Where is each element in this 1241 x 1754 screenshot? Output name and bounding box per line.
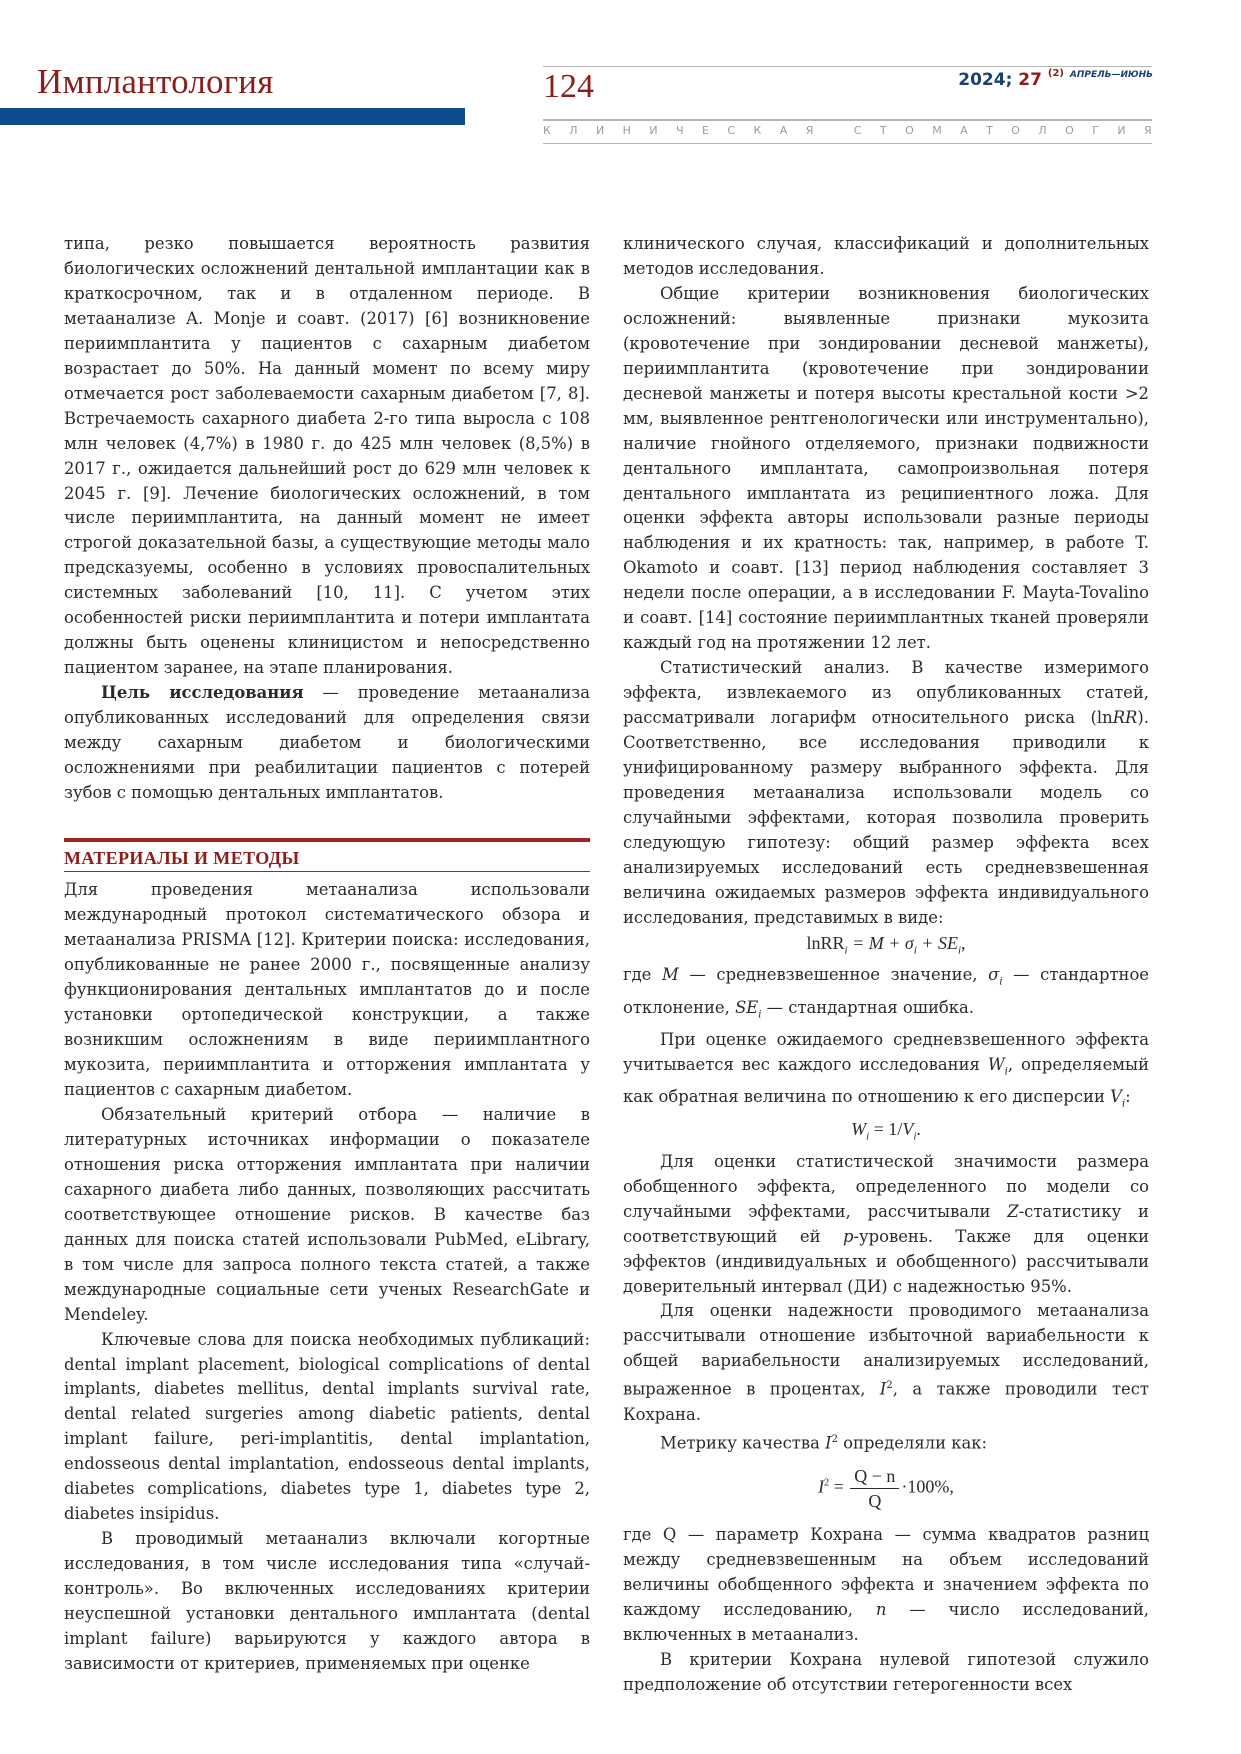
text-run: При оценке ожидаемого средневзвешенного эффекта учитывается вес каждого исследования <box>623 1029 1149 1074</box>
paragraph <box>623 1523 1149 1648</box>
section-heading: МАТЕРИАЛЫ И МЕТОДЫ <box>64 847 300 868</box>
math-sub: i <box>957 944 962 957</box>
journal-letter: Ч <box>676 124 684 137</box>
paragraph: Для проведения метаанализа использовали международный протокол систематического обзора и метаанализа PRISMA [12]. Критерии поиска: исследования, опубликованные не ранее 2000 г., посвященные анализу функционирования дентальных имплантатов до и после установки ортопедической конструкции, а также возникшим осложнениям в виде периимплантного мукозита, периимплантита и отторжения имплантата у пациентов с сахарным диабетом. <box>64 880 590 1100</box>
journal-letter: И <box>1117 124 1126 137</box>
journal-letter: О <box>905 124 914 137</box>
text-run: где <box>623 965 662 985</box>
fraction <box>850 1464 899 1513</box>
journal-letter: Л <box>1038 124 1047 137</box>
journal-letter: С <box>727 124 736 137</box>
math-var: I <box>818 1476 825 1497</box>
math-var: RR <box>1112 708 1138 728</box>
text-run: -статистику и соответствующий ей <box>623 1201 1149 1246</box>
text-run: Для оценки надежности проводимого метаанализа рассчитывали отношение избыточной вариабельности к общей вариабельности анализируемых исследований, выраженное в процентах, <box>623 1301 1149 1399</box>
paragraph: Метрику качества $I^2$ определяли как: <box>660 1433 988 1453</box>
left-column <box>64 232 590 1677</box>
issue-info <box>958 70 1153 90</box>
text-run: — стандартная ошибка. <box>761 997 975 1017</box>
math-var: M <box>662 965 679 985</box>
journal-letter: Т <box>986 124 993 137</box>
paragraph: В критерии Кохрана нулевой гипотезой служило предположение об отсутствии гетерогенности всех <box>623 1649 1149 1694</box>
journal-letter: Е <box>702 124 709 137</box>
journal-letter: И <box>649 124 658 137</box>
section-rule-bottom <box>64 871 590 873</box>
journal-letter: А <box>779 124 788 137</box>
section-header-materials-methods <box>64 838 590 873</box>
math-term: , <box>961 932 966 953</box>
paragraph <box>623 1150 1149 1300</box>
text-run: Для оценки статистической значимости размера обобщенного эффекта, определенного по модели со случайными эффектами, рассчитывали <box>623 1151 1149 1221</box>
math-var: I <box>879 1379 887 1399</box>
formula-lnrr <box>623 931 1149 964</box>
text-run: — число исследований, включенных в метаанализ. <box>623 1600 1149 1644</box>
text-run: Метрику качества <box>660 1433 826 1453</box>
header-rule-mid <box>543 119 1152 121</box>
text-run: , а также проводили тест Кохрана. <box>623 1379 1149 1424</box>
issue-number: (2) <box>1047 68 1064 79</box>
math-term: = M + σ <box>847 932 914 953</box>
fraction-denominator: Q <box>868 1491 882 1512</box>
journal-letter: Л <box>569 124 578 137</box>
formula-weight: $W_i = 1/V_i$. <box>851 1119 921 1143</box>
journal-space <box>832 124 836 137</box>
journal-letter: Г <box>1092 124 1099 137</box>
math-var: σ <box>988 965 1000 985</box>
text-run: , определяемый как обратная величина по отношению к его дисперсии <box>623 1054 1149 1106</box>
math-var: Z <box>1007 1201 1019 1221</box>
math-term: . <box>916 1119 921 1140</box>
journal-letter: М <box>932 124 942 137</box>
math-sub: i <box>913 944 917 957</box>
journal-letter: Н <box>622 124 631 137</box>
text-run: определяли как: <box>837 1433 988 1453</box>
math-var: n <box>875 1600 887 1619</box>
journal-name <box>543 124 1152 137</box>
journal-letter: О <box>1011 124 1020 137</box>
section-color-bar <box>0 108 465 125</box>
math-sup: 2 <box>824 1477 830 1489</box>
issue-months: АПРЕЛЬ—ИЮНЬ <box>1069 70 1153 80</box>
paragraph: Общие критерии возникновения биологических осложнений: выявленные признаки мукозита (кровотечение при зондировании десневой манжеты), периимплантита (кровотечение при зондировании десневой манжеты и потеря высоты крестальной кости >2 мм, выявленное рентгенологически или инструментально), наличие гнойного отделяемого, признаки подвижности дентального имплантата, самопроизвольная потеря дентального имплантата из реципиентного ложа. Для оценки эффекта авторы использовали разные периоды наблюдения и их кратность: так, например, в работе T. Okamoto и соавт. [13] период наблюдения составляет 3 недели после операции, а в исследовании F. Mayta-Tovalino и соавт. [14] состояние периимплантных тканей проверяли каждый год на протяжении 12 лет. <box>623 283 1149 653</box>
aim-label: Цель исследования <box>101 683 304 703</box>
statistics-paragraph <box>623 656 1149 930</box>
journal-letter: Я <box>805 124 814 137</box>
journal-letter: И <box>595 124 605 137</box>
aim-paragraph <box>64 681 590 806</box>
issue-year: 2024; <box>958 70 1013 90</box>
keywords-paragraph: Ключевые слова для поиска необходимых публикаций: dental implant placement, biological complications of dental implants, diabetes mellitus, dental implants survival rate, dental related surgeries among diabetic patients, dental implant failure, peri-implantitis, dental implantation, endosseous dental implantation, endosseous dental implants, diabetes complications, diabetes type 1, diabetes type 2, diabetes insipidus. <box>64 1329 590 1524</box>
math-var: W <box>987 1054 1005 1074</box>
math-term: ·100%, <box>901 1476 954 1497</box>
text-run: — стандартное отклонение, <box>623 965 1150 1017</box>
paragraph: клинического случая, классификаций и дополнительных методов исследования. <box>623 234 1149 278</box>
journal-letter: К <box>753 124 762 137</box>
math-term: = <box>829 1476 844 1497</box>
text-run: -уровень. Также для оценки эффектов (индивидуальных и обобщенного) рассчитывали доверительный интервал (ДИ) с надежностью 95%. <box>623 1226 1150 1296</box>
math-var: V <box>1110 1086 1122 1106</box>
right-column <box>623 232 1149 1698</box>
fraction-numerator: Q − n <box>850 1464 899 1489</box>
journal-letter: К <box>543 124 551 137</box>
text-run: где Q — параметр Кохрана — сумма квадратов разниц между средневзвешенным на объем исследований величины обобщенного эффекта и значением эффекта по каждому исследованию, <box>623 1525 1149 1619</box>
aim-text: — проведение метаанализа опубликованных исследований для определения связи между сахарным диабетом и биологическими осложнениями при реабилитации пациентов с потерей зубов с помощью дентальных имплантатов. <box>64 683 590 802</box>
text-run: ). Соответственно, все исследования приводили к унифицированному размеру выбранного эффекта. Для проведения метаанализа использовали модель со случайными эффектами, которая позволила проверить следующую гипотезу: общий размер эффекта всех анализируемых исследований есть средневзвешенная величина ожидаемых размеров эффекта индивидуального исследования, представимых в виде: <box>623 708 1149 927</box>
journal-letter: О <box>1065 124 1074 137</box>
text-run: — средневзвешенное значение, <box>678 965 989 985</box>
page-number: 124 <box>543 68 594 105</box>
paragraph: В проводимый метаанализ включали когортные исследования, в том числе исследования типа «случай-контроль». Во включенных исследованиях критерии неуспешной установки дентального имплантата (dental implant failure) варьируются у каждого автора в зависимости от критериев, применяемых при оценке <box>64 1529 590 1673</box>
journal-letter: Я <box>1144 124 1152 137</box>
math-term: lnRR <box>806 932 845 953</box>
math-term: = 1/ <box>869 1119 903 1140</box>
journal-letter: С <box>853 124 862 137</box>
header-rule-bottom <box>543 143 1152 144</box>
paragraph: При оценке ожидаемого средневзвешенного эффекта учитывается вес каждого исследования $W_i$, определяемый как обратная величина по отношению к его дисперсии $V_i$: <box>623 1029 1149 1110</box>
paragraph: типа, резко повышается вероятность развития биологических осложнений дентальной имплантации как в краткосрочном, так и в отдаленном периоде. В метаанализе A. Monje и соавт. (2017) [6] возникновение периимплантита у пациентов с сахарным диабетом возрастает до 50%. На данный момент по всему миру отмечается рост заболеваемости сахарным диабетом [7, 8]. Встречаемость сахарного диабета 2-го типа выросла с 108 млн человек (4,7%) в 1980 г. до 425 млн человек (8,5%) в 2017 г., ожидается дальнейший рост до 629 млн человек к 2045 г. [9]. Лечение биологических осложнений, в том числе периимплантита, на данный момент не имеет строгой доказательной базы, а существующие методы мало предсказуемы, особенно в условиях провоспалительных системных заболеваний [10, 11]. С учетом этих особенностей риски периимплантита и потери имплантата должны быть оценены клиницистом и непосредственно пациентом заранее, на этапе планирования. <box>64 234 590 678</box>
header-rule-top <box>543 66 1152 67</box>
paragraph: Для оценки надежности проводимого метаанализа рассчитывали отношение избыточной вариабельности к общей вариабельности анализируемых исследований, выраженное в процентах, $I^2$, а также проводили тест Кохрана. <box>623 1301 1149 1424</box>
math-term: + SE <box>916 932 958 953</box>
math-var: p <box>842 1226 854 1246</box>
paragraph: где M — средневзвешенное значение, $\sigma_i$ — стандартное отклонение, $SE_i$ — стандартная ошибка. <box>623 965 1150 1020</box>
math-var: I <box>825 1433 832 1453</box>
math-var: SE <box>735 997 759 1017</box>
journal-letter: Т <box>879 124 887 137</box>
math-var: W <box>851 1119 867 1140</box>
section-title: Имплантология <box>37 62 274 101</box>
math-var: V <box>902 1119 914 1140</box>
text-run: : <box>1125 1086 1131 1106</box>
journal-letter: А <box>960 124 968 137</box>
formula-i-squared <box>623 1464 1149 1513</box>
paragraph: Обязательный критерий отбора — наличие в литературных источниках информации о показателе отношения риска отторжения имплантата при наличии сахарного диабета либо данных, позволяющих рассчитать соответствующее отношение рисков. В качестве баз данных для поиска статей использовали PubMed, eLibrary, в том числе для запроса полного текста статей, а также международные социальные сети ученых ResearchGate и Mendeley. <box>64 1105 590 1324</box>
issue-volume: 27 <box>1018 70 1042 90</box>
text-run: Статистический анализ. В качестве измеримого эффекта, извлекаемого из опубликованных статей, рассматривали логарифм относительного риска (ln <box>623 658 1149 728</box>
math-sub: i <box>844 944 848 957</box>
